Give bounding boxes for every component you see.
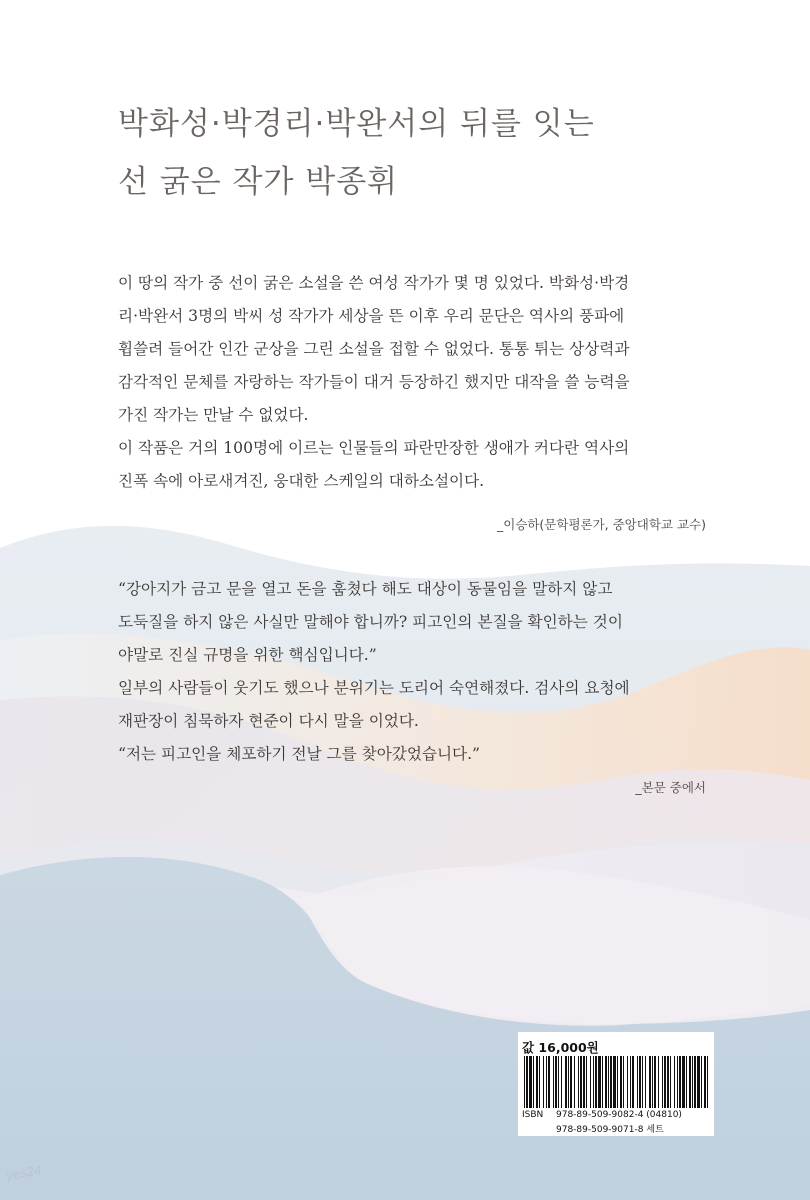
barcode-bar [632, 1056, 634, 1108]
barcode-bar [578, 1056, 579, 1108]
barcode-bar [539, 1056, 540, 1108]
isbn-label: ISBN [522, 1110, 544, 1120]
barcode-bar [639, 1056, 641, 1108]
barcode-bar [555, 1056, 557, 1108]
excerpt-line: 야말로 진실 규명을 위한 핵심입니다.” [118, 646, 377, 664]
barcode-bar [529, 1056, 532, 1108]
barcode-bar [682, 1056, 685, 1108]
barcode-bar [565, 1056, 567, 1108]
barcode-bar [524, 1056, 525, 1108]
blurb-line: 감각적인 문체를 자랑하는 작가들이 대거 등장하긴 했지만 대작을 쓸 능력을 [118, 373, 630, 391]
barcode-bar [664, 1056, 666, 1108]
barcode-bar [583, 1056, 585, 1108]
barcode-bar [642, 1056, 643, 1108]
barcode-bar [707, 1056, 708, 1108]
barcode-bar [608, 1056, 609, 1108]
barcode-bar [662, 1056, 663, 1108]
barcode-bar [610, 1056, 612, 1108]
barcode-bar [586, 1056, 587, 1108]
blurb-credit: _이승하(문학평론가, 중앙대학교 교수) [496, 517, 706, 532]
excerpt-line: 재판장이 침묵하자 현준이 다시 말을 이었다. [118, 712, 419, 730]
novel-excerpt [118, 573, 718, 771]
barcode-bar [561, 1056, 562, 1108]
barcode-bar [605, 1056, 607, 1108]
price-label: 값 16,000원 [522, 1040, 599, 1055]
barcode-bar [590, 1056, 591, 1108]
barcode-bar [595, 1056, 597, 1108]
barcode-bar [536, 1056, 538, 1108]
barcode-bar [620, 1056, 622, 1108]
barcode-bar [677, 1056, 678, 1108]
barcode-bar [679, 1056, 681, 1108]
barcode-bar [658, 1056, 659, 1108]
barcode-bar [526, 1056, 528, 1108]
barcode-bar [645, 1056, 646, 1108]
review-blurb [118, 267, 718, 498]
blurb-line: 리·박완서 3명의 박씨 성 작가가 세상을 뜬 이후 우리 문단은 역사의 풍파에 [118, 307, 625, 325]
barcode-bar [558, 1056, 559, 1108]
headline [118, 95, 738, 211]
excerpt-credit: _본문 중에서 [635, 780, 706, 795]
barcode-bar [704, 1056, 706, 1108]
excerpt-line: 일부의 사람들이 웃기도 했으나 분위기는 도리어 숙연해졌다. 검사의 요청에 [118, 679, 630, 697]
barcode-bar [568, 1056, 569, 1108]
barcode-panel [518, 1032, 714, 1136]
blurb-line: 이 작품은 거의 100명에 이르는 인물들의 파란만장한 생애가 커다란 역사의 [118, 439, 630, 457]
barcode-bars [524, 1056, 708, 1108]
barcode-bar [598, 1056, 601, 1108]
isbn-number: 978-89-509-9082-4 (04810) [556, 1110, 682, 1120]
barcode-bar [533, 1056, 534, 1108]
excerpt-line: “저는 피고인을 체포하기 전날 그를 찾아갔었습니다.” [118, 745, 481, 763]
blurb-line: 가진 작가는 만날 수 없었다. [118, 406, 309, 424]
barcode-bar [686, 1056, 687, 1108]
barcode-bar [654, 1056, 656, 1108]
barcode-bar [630, 1056, 631, 1108]
barcode-bar [593, 1056, 594, 1108]
barcode-bar [652, 1056, 653, 1108]
blurb-line: 진폭 속에 아로새겨진, 웅대한 스케일의 대하소설이다. [118, 472, 485, 490]
barcode-bar [627, 1056, 628, 1108]
barcode-bar [697, 1056, 700, 1108]
barcode-bar [613, 1056, 616, 1108]
barcode-bar [649, 1056, 651, 1108]
barcode-bar [667, 1056, 669, 1108]
barcode-bar [617, 1056, 618, 1108]
watermark-logo: yes24 [5, 1162, 43, 1184]
excerpt-line: “강아지가 금고 문을 열고 돈을 훔쳤다 해도 대상이 동물임을 말하지 않고 [118, 580, 613, 598]
barcode-bar [548, 1056, 550, 1108]
barcode-bar [701, 1056, 702, 1108]
barcode-bar [553, 1056, 554, 1108]
barcode-bar [580, 1056, 582, 1108]
barcode-bar [602, 1056, 603, 1108]
excerpt-line: 도둑질을 하지 않은 사실만 말해야 합니까? 피고인의 본질을 확인하는 것이 [118, 613, 623, 631]
barcode-bar [689, 1056, 691, 1108]
barcode-bar [546, 1056, 547, 1108]
barcode-bar [670, 1056, 671, 1108]
headline-line-1: 박화성·박경리·박완서의 뒤를 잇는 [118, 106, 595, 142]
barcode-bar [674, 1056, 675, 1108]
barcode-bar [543, 1056, 544, 1108]
blurb-line: 휩쓸려 들어간 인간 군상을 그린 소설을 접할 수 없었다. 통통 튀는 상상력과 [118, 340, 630, 358]
barcode-bar [692, 1056, 693, 1108]
barcode-bar [694, 1056, 696, 1108]
barcode-bar [570, 1056, 572, 1108]
barcode-bar [637, 1056, 638, 1108]
isbn-set-number: 978-89-509-9071-8 세트 [556, 1125, 664, 1135]
blurb-line: 이 땅의 작가 중 선이 굵은 소설을 쓴 여성 작가가 몇 명 있었다. 박화성·박경 [118, 274, 630, 292]
barcode-bar [623, 1056, 624, 1108]
barcode-bar [574, 1056, 575, 1108]
headline-line-2: 선 굵은 작가 박종휘 [118, 164, 399, 200]
